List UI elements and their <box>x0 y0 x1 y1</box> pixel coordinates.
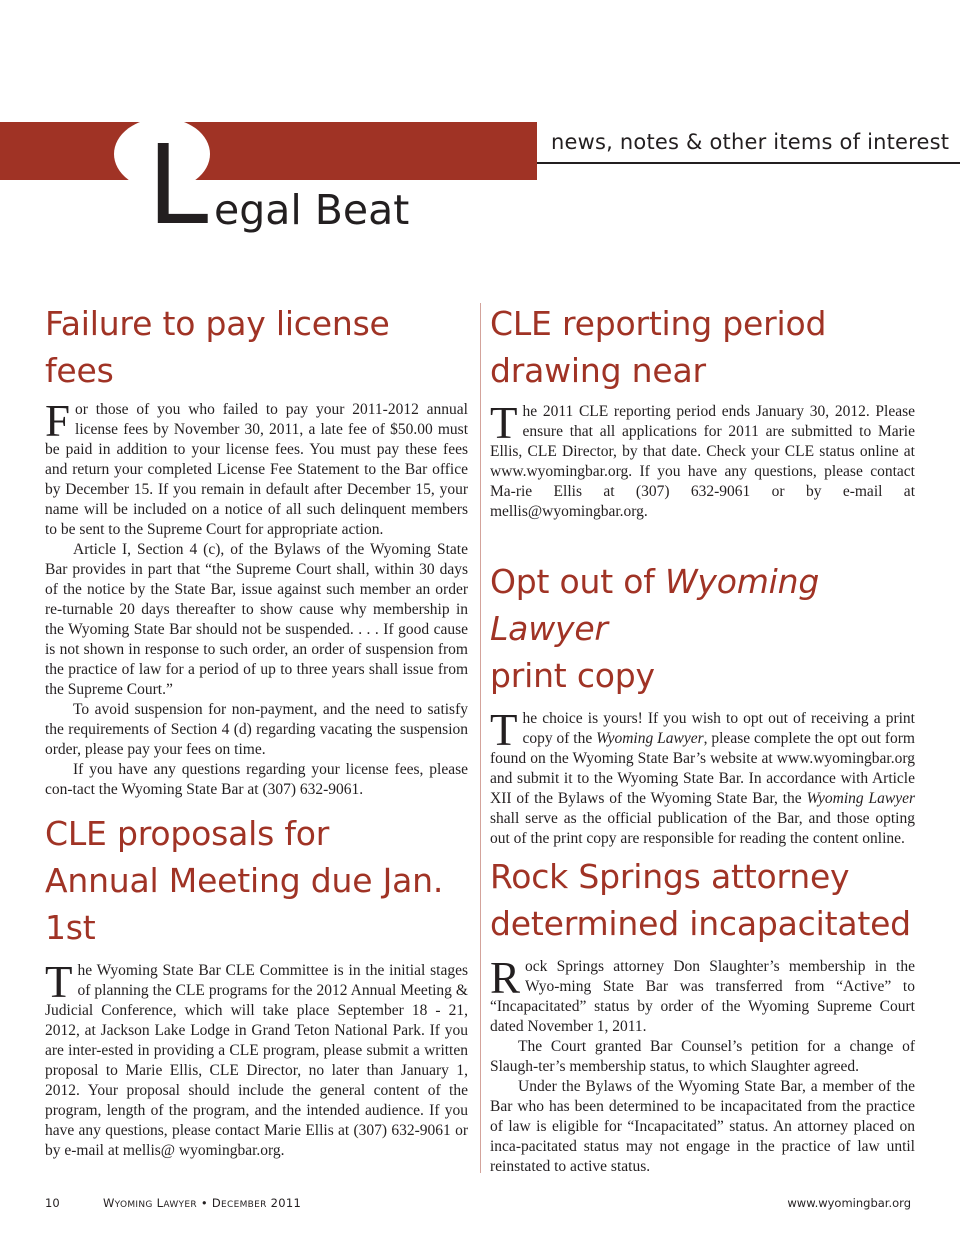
article-body <box>490 705 915 849</box>
drop-cap: T <box>490 398 518 448</box>
article-body <box>45 957 468 1161</box>
article-cle-proposals <box>45 810 468 1161</box>
article-paragraph: Article I, Section 4 (c), of the Bylaws of the Wyoming State Bar provides in part that “the Supreme Court shall, within 30 days of the notice by the State Bar, issue against such member an order re-turnable 20 days thereafter to show cause why membership in the Wyoming State Bar should not be suspended. . . . If good cause is not shown in response to such order, an order of suspension from the practice of law for a period of up to three years shall issue from the Supreme Court.” <box>45 541 468 698</box>
drop-cap: F <box>45 396 71 446</box>
article-body <box>490 953 915 1177</box>
article-license-fees <box>45 300 468 800</box>
article-paragraph: The 2011 CLE reporting period ends January 30, 2012. Please ensure that all applications for 2011 are submitted to Marie Ellis, CLE Director, by that date. Check your CLE status online at www.wyomingbar.org. If you have any questions, please contact Ma-rie Ellis at (307) 632-9061 or by e-mail at mellis@wyomingbar.org. <box>490 398 915 520</box>
article-body <box>490 398 915 522</box>
article-paragraph: The Court granted Bar Counsel’s petition for a change of Slaugh-ter’s membership status, to which Slaughter agreed. <box>490 1038 915 1075</box>
page-number: 10 <box>45 1196 60 1210</box>
article-headline: CLE proposals for Annual Meeting due Jan. 1st <box>45 814 444 947</box>
article-paragraph: If you have any questions regarding your license fees, please con-tact the Wyoming State Bar at (307) 632-9061. <box>45 761 468 798</box>
article-paragraph: Rock Springs attorney Don Slaughter’s membership in the Wyo-ming State Bar was transferred from “Active” to “Incapacitated” status by order of the Wyoming Supreme Court dated November 1, 2011. <box>490 953 915 1035</box>
article-paragraph: The Wyoming State Bar CLE Committee is in the initial stages of planning the CLE programs for the 2012 Annual Meeting & Judicial Conference, which will take place September 18 - 21, 2012, at Jackson Lake Lodge in Grand Teton National Park. If you are inter-ested in providing a CLE program, please submit a written proposal to Marie Ellis, CLE Director, no later than January 1, 2012. Your proposal should include the general content of the program, length of the program, and the intended audience. If you have any questions, please contact Marie Ellis at (307) 632-9061 or by e-mail at mellis@ wyomingbar.org. <box>45 957 468 1159</box>
article-headline: Rock Springs attorney determined incapacitated <box>490 857 911 943</box>
article-headline: Opt out of Wyoming Lawyer print copy <box>490 562 820 695</box>
article-paragraph: For those of you who failed to pay your 2011-2012 annual license fees by November 30, 2011, a late fee of $50.00 must be paid in addition to your license fees. You must pay these fees and return your completed License Fee Statement to the Bar office by December 15. If you remain in default after December 15, your name will be included on a notice of all such delinquent members to be sent to the Supreme Court for appropriate action. <box>45 396 468 538</box>
drop-cap: T <box>45 957 73 1007</box>
column-divider <box>480 303 481 1173</box>
section-title: egal Beat <box>214 186 410 234</box>
article-paragraph: Under the Bylaws of the Wyoming State Bar, a member of the Bar who has been determined to be incapacitated from the practice of law is eligible for “Incapacitated” status. An attorney placed on inca-pacitated status may not engage in the practice of law until reinstated to active status. <box>490 1078 915 1175</box>
article-rock-springs <box>490 853 915 1177</box>
article-paragraph: The choice is yours! If you wish to opt out of receiving a print copy of the Wyoming Lawyer, please complete the opt out form found on the Wyoming State Bar’s website at www.wyomingbar.org and submit it to the Wyoming State Bar. In accordance with Article XII of the Bylaws of the Wyoming State Bar, the Wyoming Lawyer shall serve as the official publication of the Bar, and those opting out of the print copy are responsible for reading the content online. <box>490 705 915 847</box>
drop-cap: R <box>490 953 521 1003</box>
magazine-issue: WYOMING LAWYER • DECEMBER 2011 <box>103 1196 302 1210</box>
article-cle-reporting <box>490 300 915 522</box>
header-rule <box>537 162 960 164</box>
article-opt-out <box>490 558 915 849</box>
article-body <box>45 396 468 800</box>
section-title-initial: L <box>147 121 209 249</box>
footer-website-url: www.wyomingbar.org <box>787 1196 911 1210</box>
drop-cap: T <box>490 705 518 755</box>
header-tagline: news, notes & other items of interest <box>551 130 950 154</box>
article-headline: CLE reporting period drawing near <box>490 304 827 390</box>
header-banner <box>0 122 537 180</box>
article-headline: Failure to pay license fees <box>45 304 390 390</box>
article-paragraph: To avoid suspension for non-payment, and the need to satisfy the requirements of Section 4 (d) regarding vacating the suspension order, please pay your fees on time. <box>45 701 468 758</box>
